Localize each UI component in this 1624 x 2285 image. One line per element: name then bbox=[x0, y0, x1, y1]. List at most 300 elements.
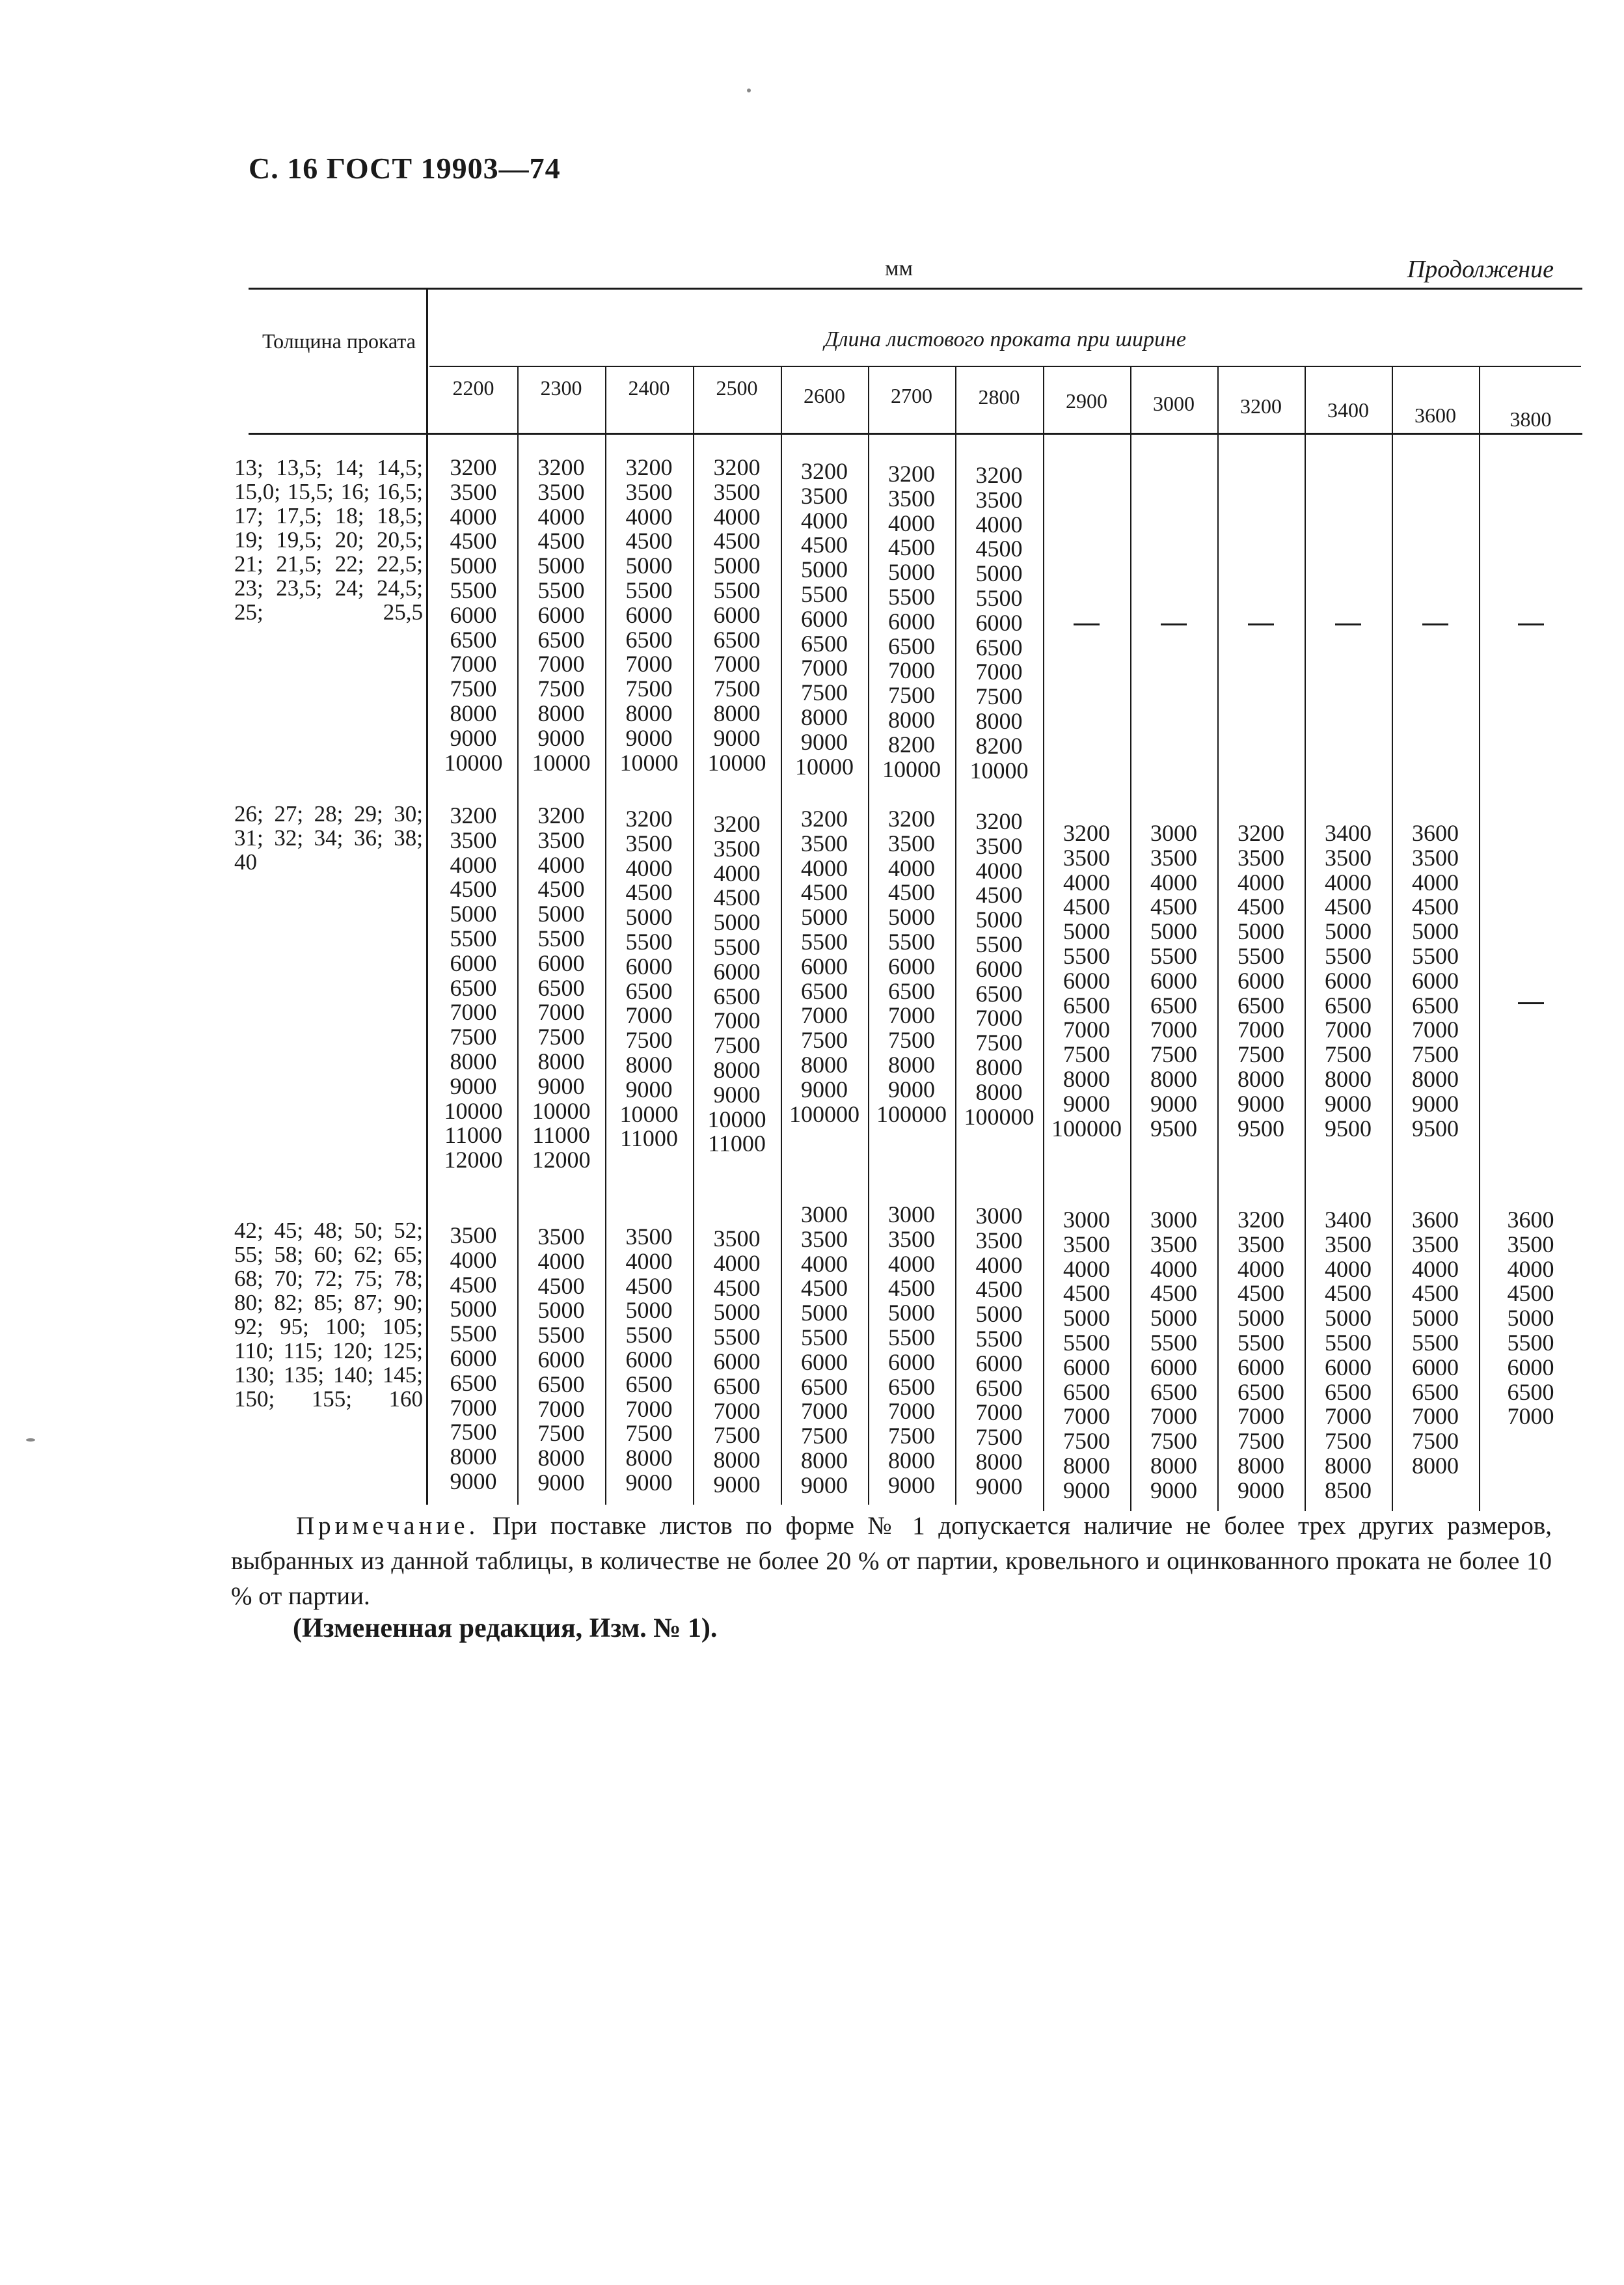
length-value: 8000 bbox=[888, 706, 935, 733]
length-value: 3500 bbox=[450, 1222, 497, 1248]
length-value: 3200 bbox=[450, 454, 497, 480]
length-value: 9500 bbox=[1412, 1115, 1459, 1142]
length-value: 4000 bbox=[1325, 869, 1372, 896]
length-value: 9000 bbox=[1412, 1090, 1459, 1117]
length-value: 7500 bbox=[450, 1024, 497, 1050]
length-value: 10000 bbox=[532, 749, 591, 776]
length-value: 7500 bbox=[1412, 1428, 1459, 1455]
length-value: 4000 bbox=[975, 857, 1023, 884]
length-value: 6500 bbox=[801, 978, 848, 1004]
thickness-cell: 42; 45; 48; 50; 52; 55; 58; 60; 62; 65; 68; 70; 72; 75; 78; 80; 82; 85; 87; 90; 92; 95; 100; 105; 110; 115; 120; 125; 130; 135; 140; 145; 150; 155; 160 bbox=[234, 1218, 423, 1412]
length-value: 10000 bbox=[882, 756, 941, 782]
length-value: 7500 bbox=[537, 1024, 585, 1050]
length-value: 5000 bbox=[450, 1296, 497, 1322]
length-value: 4000 bbox=[1412, 1255, 1459, 1282]
length-value: 6000 bbox=[713, 958, 761, 985]
length-value: 7000 bbox=[1507, 1403, 1554, 1430]
length-value: 6500 bbox=[801, 630, 848, 657]
revision-note: (Измененная редакция, Изм. № 1). bbox=[293, 1613, 718, 1643]
length-value: 6500 bbox=[1063, 1378, 1110, 1405]
length-cell bbox=[868, 462, 955, 782]
length-value: 5000 bbox=[625, 904, 673, 931]
note-text: При поставке листов по форме № 1 допускается наличие не более трех других размеров, выбранных из данной таблицы, в количестве не более 20 % от партии, кровельного и оцинкованного проката не более 10 % от партии. bbox=[231, 1512, 1552, 1610]
length-value: 6000 bbox=[975, 609, 1023, 636]
length-value: 4500 bbox=[1238, 1280, 1284, 1307]
length-value: 3500 bbox=[1063, 844, 1110, 871]
length-value: 6000 bbox=[1150, 967, 1197, 994]
length-cell bbox=[1392, 821, 1479, 1141]
length-value: 6000 bbox=[801, 605, 848, 632]
length-value: 6500 bbox=[713, 1373, 761, 1399]
length-value: 8000 bbox=[975, 707, 1023, 734]
length-value: 4500 bbox=[1507, 1280, 1554, 1307]
length-value: 10000 bbox=[444, 749, 503, 776]
length-value: 9000 bbox=[801, 1471, 848, 1498]
length-cell bbox=[693, 1227, 781, 1498]
length-value: 6000 bbox=[801, 953, 848, 979]
length-value: 6000 bbox=[1238, 967, 1284, 994]
length-value: 9000 bbox=[1238, 1477, 1284, 1503]
length-value: 6000 bbox=[888, 1348, 935, 1375]
length-value: 3200 bbox=[1238, 820, 1284, 846]
length-value: 4500 bbox=[1325, 1280, 1372, 1307]
length-value: 6500 bbox=[1507, 1378, 1554, 1405]
length-value: 7000 bbox=[1412, 1017, 1459, 1043]
length-value: 10000 bbox=[795, 753, 854, 780]
length-value: 3500 bbox=[713, 835, 761, 862]
length-cell bbox=[605, 456, 693, 775]
length-cell bbox=[1305, 1208, 1392, 1503]
length-value: 3500 bbox=[537, 827, 585, 853]
length-value: 7000 bbox=[888, 1398, 935, 1425]
length-value: 7500 bbox=[1063, 1428, 1110, 1455]
length-value: 9000 bbox=[537, 1073, 585, 1099]
length-value: 8500 bbox=[1325, 1477, 1372, 1503]
length-value: 8000 bbox=[537, 700, 585, 726]
length-value: 9000 bbox=[450, 1073, 497, 1099]
length-value: 4500 bbox=[801, 1275, 848, 1302]
length-value: 5500 bbox=[1238, 1329, 1284, 1356]
length-cell bbox=[955, 1204, 1043, 1499]
length-value: 7500 bbox=[537, 676, 585, 702]
length-value: 9500 bbox=[1150, 1115, 1197, 1142]
length-value: 5500 bbox=[625, 928, 673, 955]
length-value: 7500 bbox=[1150, 1041, 1197, 1068]
length-cell bbox=[1217, 1208, 1305, 1503]
length-value: 4000 bbox=[713, 1250, 761, 1276]
continuation-label: Продолжение bbox=[1407, 256, 1554, 283]
length-value: 6000 bbox=[537, 950, 585, 976]
length-value: 5000 bbox=[801, 904, 848, 931]
length-value: 5500 bbox=[1507, 1329, 1554, 1356]
length-value: 4500 bbox=[450, 1271, 497, 1298]
length-value: 5000 bbox=[537, 1297, 585, 1324]
length-value: 4500 bbox=[1063, 894, 1110, 920]
length-value: 7000 bbox=[537, 999, 585, 1026]
length-value: 5500 bbox=[537, 577, 585, 603]
length-value: 3200 bbox=[625, 806, 673, 832]
length-value: 5000 bbox=[537, 553, 585, 579]
length-value: 4500 bbox=[801, 532, 848, 558]
length-value: 5500 bbox=[625, 1322, 673, 1348]
length-value: 8000 bbox=[450, 700, 497, 726]
length-value: 6000 bbox=[1412, 1354, 1459, 1380]
length-value: 6000 bbox=[625, 1346, 673, 1373]
length-value: 4000 bbox=[888, 510, 935, 536]
length-value: 4000 bbox=[537, 503, 585, 530]
length-value: 7500 bbox=[888, 682, 935, 709]
length-value: 5000 bbox=[625, 553, 673, 579]
length-value: 7500 bbox=[537, 1420, 585, 1447]
length-value: 7000 bbox=[888, 1002, 935, 1029]
length-value: 9000 bbox=[625, 1469, 673, 1496]
length-value: 8000 bbox=[1063, 1452, 1110, 1479]
length-value: 4000 bbox=[713, 860, 761, 886]
length-value: 7000 bbox=[1150, 1017, 1197, 1043]
length-value: 4000 bbox=[888, 855, 935, 881]
length-value: 7500 bbox=[450, 1419, 497, 1445]
length-value: 7500 bbox=[1238, 1041, 1284, 1068]
length-value: 3500 bbox=[975, 486, 1023, 513]
length-value: 3200 bbox=[888, 461, 935, 487]
length-value: 5500 bbox=[713, 933, 761, 960]
length-value: 3500 bbox=[537, 478, 585, 505]
length-value: 8000 bbox=[801, 1051, 848, 1078]
length-value: 3500 bbox=[888, 1225, 935, 1252]
length-value: 7000 bbox=[975, 1399, 1023, 1426]
length-value: 7000 bbox=[1063, 1017, 1110, 1043]
length-value: 9000 bbox=[801, 728, 848, 755]
length-value: 5500 bbox=[888, 1324, 935, 1350]
length-value: 3600 bbox=[1412, 820, 1459, 846]
length-value: 7000 bbox=[537, 651, 585, 677]
length-value: 5000 bbox=[713, 1299, 761, 1326]
length-value: 5000 bbox=[1412, 1305, 1459, 1332]
length-cell bbox=[517, 1225, 605, 1496]
length-value: 4500 bbox=[450, 876, 497, 903]
length-value: 5000 bbox=[1412, 918, 1459, 945]
length-value: 4000 bbox=[537, 851, 585, 878]
length-value: 9000 bbox=[1150, 1090, 1197, 1117]
length-value: 7500 bbox=[801, 679, 848, 706]
length-value: 6000 bbox=[1238, 1354, 1284, 1380]
length-cell bbox=[693, 456, 781, 775]
length-value: 6500 bbox=[1150, 992, 1197, 1019]
length-value: 7500 bbox=[975, 1030, 1023, 1056]
empty-cell-dash bbox=[1422, 623, 1448, 625]
length-value: 10000 bbox=[707, 749, 766, 776]
length-cell bbox=[1392, 1208, 1479, 1479]
length-value: 9000 bbox=[713, 724, 761, 751]
length-value: 9000 bbox=[537, 1469, 585, 1496]
length-value: 3500 bbox=[625, 1224, 673, 1250]
length-value: 3500 bbox=[713, 478, 761, 505]
length-value: 3500 bbox=[975, 832, 1023, 859]
length-value: 6000 bbox=[975, 1350, 1023, 1376]
length-cell bbox=[955, 463, 1043, 783]
length-value: 4000 bbox=[1507, 1255, 1554, 1282]
length-value: 100000 bbox=[1051, 1115, 1122, 1142]
length-value: 8000 bbox=[1238, 1065, 1284, 1092]
length-value: 5000 bbox=[1325, 1305, 1372, 1332]
length-value: 8000 bbox=[625, 700, 673, 726]
length-value: 5000 bbox=[888, 559, 935, 586]
length-value: 11000 bbox=[708, 1130, 766, 1157]
empty-cell-dash bbox=[1161, 623, 1187, 625]
length-cell bbox=[693, 812, 781, 1156]
length-value: 6500 bbox=[888, 633, 935, 659]
length-cell bbox=[1305, 821, 1392, 1141]
length-value: 5500 bbox=[1150, 942, 1197, 969]
length-value: 4500 bbox=[537, 528, 585, 554]
length-value: 5500 bbox=[1412, 942, 1459, 969]
length-value: 6000 bbox=[1063, 967, 1110, 994]
width-header-2400: 2400 bbox=[628, 376, 670, 400]
length-value: 6000 bbox=[625, 953, 673, 979]
empty-cell-dash bbox=[1518, 623, 1544, 625]
length-value: 5500 bbox=[801, 581, 848, 607]
note-label: Примечание. bbox=[296, 1512, 480, 1540]
length-value: 8000 bbox=[975, 1078, 1023, 1105]
length-value: 6000 bbox=[625, 601, 673, 628]
length-value: 3200 bbox=[801, 458, 848, 484]
length-value: 9000 bbox=[713, 1081, 761, 1108]
length-value: 10000 bbox=[619, 1101, 679, 1127]
length-value: 6000 bbox=[537, 601, 585, 628]
length-value: 3500 bbox=[888, 830, 935, 856]
length-value: 4500 bbox=[713, 884, 761, 911]
length-cell bbox=[605, 1225, 693, 1496]
length-value: 5000 bbox=[1150, 1305, 1197, 1332]
length-cell bbox=[868, 807, 955, 1127]
length-value: 3200 bbox=[713, 454, 761, 480]
length-value: 4500 bbox=[625, 1272, 673, 1299]
length-value: 5500 bbox=[1238, 942, 1284, 969]
length-value: 9000 bbox=[450, 1468, 497, 1494]
length-value: 3500 bbox=[1238, 1231, 1284, 1257]
length-value: 8000 bbox=[713, 700, 761, 726]
length-value: 7000 bbox=[1325, 1017, 1372, 1043]
length-value: 3000 bbox=[1150, 1207, 1197, 1233]
length-value: 9000 bbox=[1325, 1090, 1372, 1117]
length-value: 8000 bbox=[1150, 1452, 1197, 1479]
length-value: 9000 bbox=[713, 1471, 761, 1498]
length-value: 5000 bbox=[801, 556, 848, 583]
length-value: 4000 bbox=[1238, 869, 1284, 896]
length-value: 5000 bbox=[975, 560, 1023, 587]
length-cell bbox=[781, 1203, 868, 1498]
length-value: 3000 bbox=[1150, 820, 1197, 846]
length-value: 12000 bbox=[444, 1147, 503, 1173]
length-value: 9000 bbox=[888, 1471, 935, 1498]
length-value: 4500 bbox=[625, 528, 673, 554]
width-header-rule bbox=[249, 433, 1582, 435]
length-value: 5500 bbox=[713, 1324, 761, 1350]
length-value: 6000 bbox=[888, 608, 935, 635]
length-value: 3200 bbox=[1238, 1207, 1284, 1233]
width-header-2800: 2800 bbox=[978, 385, 1020, 409]
length-value: 5500 bbox=[1325, 942, 1372, 969]
width-header-2200: 2200 bbox=[452, 376, 494, 400]
length-value: 12000 bbox=[532, 1147, 591, 1173]
length-value: 5500 bbox=[537, 925, 585, 951]
length-cell bbox=[1043, 1208, 1130, 1503]
length-value: 3500 bbox=[888, 485, 935, 512]
length-cell bbox=[429, 1224, 517, 1494]
length-value: 3500 bbox=[1325, 1231, 1372, 1257]
length-value: 4500 bbox=[1238, 894, 1284, 920]
length-value: 4500 bbox=[1150, 1280, 1197, 1307]
length-cell bbox=[1130, 1208, 1217, 1503]
length-value: 8000 bbox=[450, 1444, 497, 1470]
length-value: 6500 bbox=[625, 978, 673, 1004]
table-top-rule bbox=[249, 288, 1582, 290]
length-value: 6000 bbox=[713, 601, 761, 628]
length-value: 3500 bbox=[1507, 1231, 1554, 1257]
length-value: 5000 bbox=[713, 553, 761, 579]
length-value: 3200 bbox=[537, 802, 585, 828]
length-value: 7500 bbox=[1150, 1428, 1197, 1455]
length-value: 6000 bbox=[1325, 1354, 1372, 1380]
length-value: 6500 bbox=[975, 1375, 1023, 1401]
length-value: 7500 bbox=[625, 1027, 673, 1054]
length-cell bbox=[868, 1203, 955, 1498]
length-value: 4500 bbox=[888, 1275, 935, 1302]
length-value: 6500 bbox=[713, 983, 761, 1009]
length-value: 5000 bbox=[1238, 918, 1284, 945]
length-value: 9000 bbox=[625, 724, 673, 751]
length-value: 3600 bbox=[1412, 1207, 1459, 1233]
width-header-3000: 3000 bbox=[1153, 392, 1195, 415]
length-value: 6000 bbox=[713, 1348, 761, 1375]
length-value: 3500 bbox=[801, 830, 848, 856]
length-value: 4500 bbox=[975, 1276, 1023, 1303]
length-value: 3500 bbox=[1412, 844, 1459, 871]
length-value: 5500 bbox=[713, 577, 761, 603]
length-value: 5500 bbox=[625, 577, 673, 603]
length-cell bbox=[1130, 821, 1217, 1141]
length-value: 5000 bbox=[537, 901, 585, 927]
length-value: 9500 bbox=[1325, 1115, 1372, 1142]
length-value: 9000 bbox=[975, 1473, 1023, 1499]
length-value: 5500 bbox=[801, 1324, 848, 1350]
length-value: 5500 bbox=[975, 931, 1023, 957]
length-value: 4000 bbox=[625, 855, 673, 881]
length-value: 7500 bbox=[975, 1424, 1023, 1451]
length-value: 3500 bbox=[975, 1227, 1023, 1253]
length-value: 3200 bbox=[801, 806, 848, 832]
length-value: 7000 bbox=[450, 651, 497, 677]
length-value: 3200 bbox=[450, 802, 497, 828]
length-cell bbox=[517, 456, 605, 775]
table-note bbox=[231, 1509, 1552, 1614]
thickness-cell: 26; 27; 28; 29; 30; 31; 32; 34; 36; 38; 40 bbox=[234, 801, 423, 875]
length-value: 3500 bbox=[625, 478, 673, 505]
length-value: 5500 bbox=[1150, 1329, 1197, 1356]
length-value: 3400 bbox=[1325, 1207, 1372, 1233]
length-value: 6000 bbox=[975, 955, 1023, 982]
length-value: 3200 bbox=[713, 811, 761, 837]
length-value: 7500 bbox=[1412, 1041, 1459, 1068]
length-value: 4500 bbox=[801, 879, 848, 906]
length-value: 4000 bbox=[801, 507, 848, 534]
width-header-2500: 2500 bbox=[716, 376, 758, 400]
length-value: 8000 bbox=[888, 1447, 935, 1473]
length-value: 7500 bbox=[888, 1423, 935, 1449]
length-cell bbox=[517, 804, 605, 1173]
length-value: 8000 bbox=[1412, 1452, 1459, 1479]
length-value: 3500 bbox=[450, 827, 497, 853]
length-value: 7000 bbox=[1412, 1403, 1459, 1430]
length-value: 3500 bbox=[801, 482, 848, 509]
length-value: 4000 bbox=[450, 1246, 497, 1273]
length-value: 8000 bbox=[1150, 1065, 1197, 1092]
length-value: 7000 bbox=[625, 651, 673, 677]
length-value: 5000 bbox=[1150, 918, 1197, 945]
length-value: 8000 bbox=[1238, 1452, 1284, 1479]
length-value: 8000 bbox=[1325, 1452, 1372, 1479]
length-value: 4500 bbox=[1325, 894, 1372, 920]
length-value: 3000 bbox=[1063, 1207, 1110, 1233]
length-value: 5000 bbox=[450, 553, 497, 579]
thickness-header: Толщина проката bbox=[262, 329, 416, 353]
length-value: 7500 bbox=[1063, 1041, 1110, 1068]
length-value: 9500 bbox=[1238, 1115, 1284, 1142]
length-value: 6000 bbox=[801, 1348, 848, 1375]
length-value: 3200 bbox=[537, 454, 585, 480]
length-value: 7000 bbox=[713, 1007, 761, 1034]
length-value: 100000 bbox=[876, 1101, 947, 1127]
length-value: 7500 bbox=[1238, 1428, 1284, 1455]
length-value: 4000 bbox=[713, 503, 761, 530]
length-value: 5000 bbox=[975, 1301, 1023, 1328]
length-value: 7500 bbox=[713, 1032, 761, 1059]
length-value: 9000 bbox=[1238, 1090, 1284, 1117]
length-value: 5000 bbox=[450, 901, 497, 927]
length-value: 6500 bbox=[450, 1369, 497, 1396]
length-value: 7500 bbox=[1325, 1041, 1372, 1068]
length-value: 3500 bbox=[1325, 844, 1372, 871]
length-value: 3500 bbox=[1150, 1231, 1197, 1257]
length-value: 7000 bbox=[450, 999, 497, 1026]
length-value: 7500 bbox=[625, 1420, 673, 1447]
length-value: 10000 bbox=[444, 1097, 503, 1124]
length-value: 3400 bbox=[1325, 820, 1372, 846]
length-cell bbox=[429, 456, 517, 775]
length-value: 9000 bbox=[1063, 1090, 1110, 1117]
length-value: 10000 bbox=[969, 757, 1029, 784]
length-value: 6500 bbox=[625, 626, 673, 653]
length-value: 4500 bbox=[713, 528, 761, 554]
length-value: 100000 bbox=[789, 1101, 859, 1127]
length-value: 5500 bbox=[888, 928, 935, 955]
length-value: 4000 bbox=[625, 503, 673, 530]
length-value: 3500 bbox=[450, 478, 497, 505]
length-value: 9000 bbox=[1150, 1477, 1197, 1503]
length-value: 9000 bbox=[888, 1076, 935, 1102]
length-value: 8000 bbox=[537, 1048, 585, 1074]
length-value: 6500 bbox=[625, 1371, 673, 1397]
width-header-2600: 2600 bbox=[804, 384, 845, 407]
length-value: 6000 bbox=[450, 1345, 497, 1371]
length-value: 5000 bbox=[888, 1300, 935, 1326]
length-value: 11000 bbox=[444, 1122, 502, 1149]
length-value: 4000 bbox=[450, 851, 497, 878]
length-value: 7000 bbox=[1238, 1403, 1284, 1430]
length-value: 4500 bbox=[625, 879, 673, 906]
length-value: 3500 bbox=[1150, 844, 1197, 871]
length-value: 3200 bbox=[888, 806, 935, 832]
